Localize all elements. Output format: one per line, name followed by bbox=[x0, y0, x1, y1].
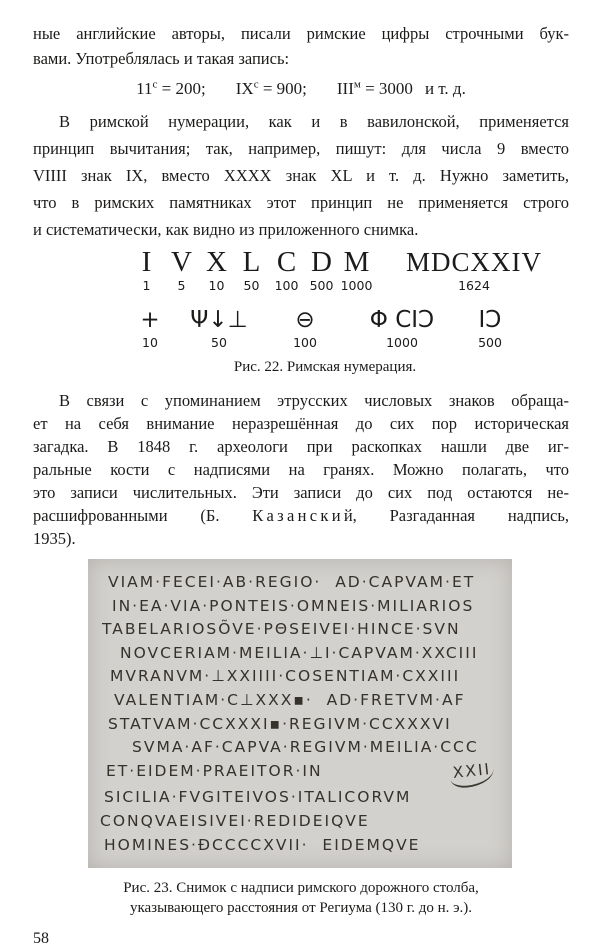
formula-superscript: с bbox=[152, 78, 158, 91]
paragraph-1 bbox=[33, 22, 569, 71]
numeral-value: 10 bbox=[208, 278, 225, 293]
paragraph-line: ральные кости с надписями на гранях. Можно полагать, что bbox=[33, 460, 569, 479]
formula-term bbox=[236, 79, 307, 99]
formula-term bbox=[337, 79, 413, 99]
ancient-numeral-symbol: IƆ bbox=[478, 307, 502, 333]
ancient-symbol-column bbox=[461, 305, 519, 350]
paragraph-line: и систематически, как видно из приложенного снимка. bbox=[33, 220, 419, 239]
ancient-numeral-symbol: ⊖ bbox=[295, 307, 315, 333]
paragraph-line: В связи с упоминанием этрусских числовых знаков обраща- bbox=[59, 391, 569, 410]
numeral-column bbox=[164, 247, 199, 293]
formula-superscript: м bbox=[353, 78, 361, 91]
paragraph-line: 1935). bbox=[33, 529, 76, 548]
numeral-value: 50 bbox=[243, 278, 260, 293]
ancient-numeral-symbol: Φ CIƆ bbox=[369, 307, 435, 333]
numeral-column bbox=[129, 247, 164, 293]
inscription-line: IN·EA·VIA·PONTEIS·OMNEIS·MILIARIOS bbox=[112, 596, 475, 615]
figure-22-roman-numeration bbox=[129, 246, 543, 376]
figure-22-caption: Рис. 22. Римская нумерация. bbox=[233, 359, 417, 375]
formula-base: III bbox=[336, 79, 354, 98]
inscription-line: NOVCERIAM·MEILIA·⊥I·CAPVAM·XXCIII bbox=[120, 643, 479, 662]
roman-numeral-letter: L bbox=[242, 246, 261, 278]
paragraph-line: вами. Употреблялась и такая запись: bbox=[33, 48, 290, 68]
inscription-line: SICILIA·FVGITEIVOS·ITALICORVM bbox=[104, 788, 412, 807]
paragraph-line: принцип вычитания; так, например, пишут: для числа 9 вместо bbox=[33, 139, 569, 158]
inscription-line: HOMINES·ĐCCCCXVII· EIDEMQVE bbox=[104, 835, 421, 854]
numeral-value: 1000 bbox=[386, 335, 418, 350]
figure-23-caption-line: указывающего расстояния от Региума (130 г. до н. э.). bbox=[129, 899, 473, 916]
roman-numeral-example bbox=[406, 247, 542, 293]
numeral-column bbox=[304, 247, 339, 293]
numeral-column bbox=[234, 247, 269, 293]
formula-tail: и т. д. bbox=[424, 79, 466, 98]
roman-numeral-example-value: 1624 bbox=[458, 278, 490, 293]
inscription-annotation-xxii: XXII bbox=[448, 758, 495, 789]
paragraph-line: VIIII знак IX, вместо XXXX знак XL и т. д. Нужно заметить, bbox=[33, 166, 569, 185]
formula-term bbox=[136, 79, 206, 99]
numeral-value: 50 bbox=[211, 335, 227, 350]
numeral-value: 1000 bbox=[340, 278, 373, 293]
inscription-line: CONQVAEISIVEI·REDIDEIQVE bbox=[100, 811, 370, 830]
paragraph-line: ные английские авторы, писали римские цифры строчными бук- bbox=[33, 24, 569, 43]
paragraph-line: загадка. В 1848 г. археологи при раскопках нашли две иг- bbox=[33, 437, 569, 456]
paragraph-line: расшифрованными (Б. К а з а н с к и й, Разгаданная надпись, bbox=[33, 506, 569, 525]
figure-23-inscription-photo bbox=[88, 559, 512, 868]
numeral-value: 100 bbox=[274, 278, 299, 293]
ancient-symbol-column bbox=[343, 305, 461, 350]
numeral-value: 10 bbox=[142, 335, 158, 350]
numeral-value: 1 bbox=[142, 278, 151, 293]
figure-22-letters-row bbox=[129, 246, 543, 293]
inscription-line: ET·EIDEM·PRAEITOR·IN bbox=[106, 761, 323, 780]
roman-numeral-letters bbox=[129, 247, 374, 293]
ancient-numeral-symbol: Ψ↓⊥ bbox=[190, 307, 248, 333]
ancient-numeral-symbol: + bbox=[140, 307, 160, 333]
inscription-line: MVRANVM·⊥XXIIII·COSENTIAM·CXXIII bbox=[110, 667, 461, 686]
inscription-line-with-annotation bbox=[98, 760, 502, 787]
roman-numeral-letter: X bbox=[206, 246, 227, 278]
inscription-line: VALENTIAM·C⊥XXX▪· AD·FRETVM·AF bbox=[114, 690, 466, 709]
formula-superscript: с bbox=[253, 78, 259, 91]
numeral-value: 500 bbox=[478, 335, 502, 350]
roman-numeral-letter: D bbox=[311, 246, 332, 278]
numeral-column bbox=[199, 247, 234, 293]
inscription-line: TABELARIOSÕVE·PΘSEIVEI·HINCE·SVN bbox=[102, 620, 461, 639]
inscription-line: VIAM·FECEI·AB·REGIO· AD·CAPVAM·ET bbox=[108, 573, 476, 591]
figure-22-ancient-symbols-row bbox=[129, 305, 521, 350]
roman-numeral-letter: M bbox=[343, 246, 370, 278]
inscription-line: SVMA·AF·CAPVA·REGIVM·MEILIA·CCC bbox=[132, 738, 479, 757]
paragraph-line: что в римских памятниках этот принцип не применяется строго bbox=[33, 193, 569, 212]
ancient-symbol-column bbox=[171, 305, 267, 350]
numeral-column bbox=[339, 247, 374, 293]
roman-numeral-letter: I bbox=[141, 246, 152, 278]
formula-base: IX bbox=[235, 79, 254, 98]
numeral-value: 500 bbox=[309, 278, 334, 293]
paragraph-line: В римской нумерации, как и в вавилонской, применяется bbox=[59, 112, 569, 131]
paragraph-line: ет на себя внимание неразрешённая до сих пор историческая bbox=[33, 414, 569, 433]
figure-23-caption-line: Рис. 23. Снимок с надписи римского дорожного столба, bbox=[123, 880, 479, 897]
roman-numeral-example-word: MDCXXIV bbox=[406, 247, 543, 277]
numeral-column bbox=[269, 247, 304, 293]
figure-23-caption bbox=[33, 879, 569, 918]
formula-base: 11 bbox=[136, 79, 153, 98]
inscription-line: STATVAM·CCXXXI▪·REGIVM·CCXXXVI bbox=[108, 714, 452, 733]
ancient-symbol-column bbox=[267, 305, 343, 350]
paragraph-2 bbox=[33, 108, 569, 243]
roman-numeral-letter: V bbox=[171, 246, 192, 278]
page-number: 58 bbox=[33, 930, 49, 948]
formula-rest: = 3000 bbox=[360, 79, 413, 98]
paragraph-line: это записи числительных. Эти записи до сих под остаются не- bbox=[33, 483, 569, 502]
formula-rest: = 200; bbox=[157, 79, 206, 98]
ancient-symbol-column bbox=[129, 305, 171, 350]
formula-line bbox=[33, 79, 569, 99]
formula-rest: = 900; bbox=[258, 79, 307, 98]
paragraph-3 bbox=[33, 389, 569, 550]
numeral-value: 100 bbox=[293, 335, 317, 350]
roman-numeral-letter: C bbox=[276, 246, 297, 278]
numeral-value: 5 bbox=[177, 278, 186, 293]
